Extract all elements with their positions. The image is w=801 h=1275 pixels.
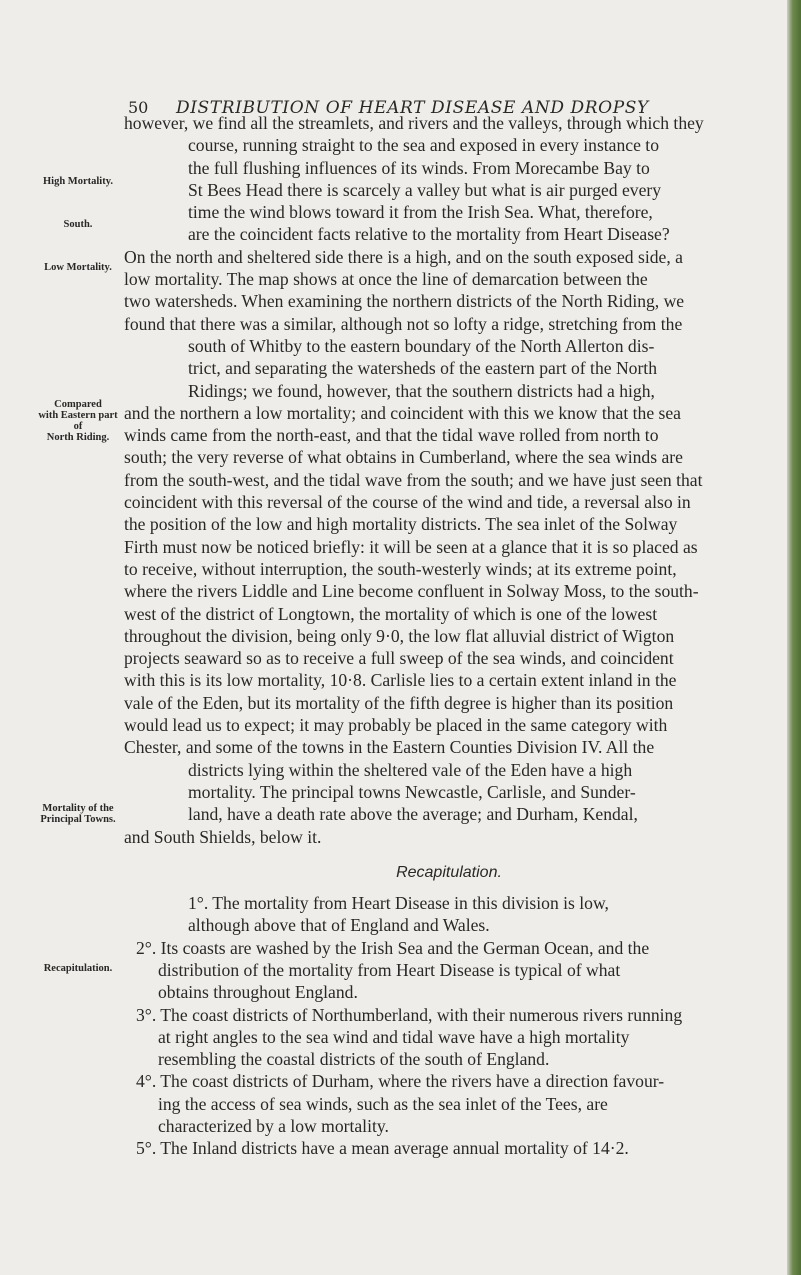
- text-line: coincident with this reversal of the course of the wind and tide, a reversal also in: [124, 492, 691, 513]
- text-line: although above that of England and Wales.: [188, 915, 490, 936]
- text-line: where the rivers Liddle and Line become confluent in Solway Moss, to the south-: [124, 581, 699, 602]
- margin-note-principal-towns: [38, 803, 118, 825]
- recap-item-1: [124, 892, 774, 937]
- text-line: time the wind blows toward it from the Irish Sea. What, therefore,: [188, 202, 653, 223]
- text-line: and the northern a low mortality; and coincident with this we know that the sea: [124, 402, 681, 423]
- text-line: found that there was a similar, although not so lofty a ridge, stretching from the: [124, 313, 683, 334]
- text-line: 5°. The Inland districts have a mean average annual mortality of 14·2.: [136, 1138, 629, 1159]
- text-line: are the coincident facts relative to the mortality from Heart Disease?: [188, 224, 670, 245]
- margin-note-line: with Eastern part of: [38, 410, 118, 432]
- text-line: On the north and sheltered side there is a high, and on the south exposed side, a: [124, 246, 683, 267]
- margin-note-line: North Riding.: [46, 432, 110, 443]
- text-line: 1°. The mortality from Heart Disease in this division is low,: [188, 893, 609, 914]
- text-line: mortality. The principal towns Newcastle, Carlisle, and Sunder-: [188, 781, 636, 802]
- text-line: throughout the division, being only 9·0, the low flat alluvial district of Wigton: [124, 625, 675, 646]
- text-line: and South Shields, below it.: [124, 826, 322, 847]
- text-line: course, running straight to the sea and exposed in every instance to: [188, 135, 659, 156]
- text-line: from the south-west, and the tidal wave from the south; and we have just seen that: [124, 469, 703, 490]
- text-line: however, we find all the streamlets, and rivers and the valleys, through which they: [124, 113, 704, 133]
- text-line: two watersheds. When examining the northern districts of the North Riding, we: [124, 291, 685, 312]
- margin-note-recapitulation: Recapitulation.: [43, 963, 113, 974]
- text-line: to receive, without interruption, the south-westerly winds; at its extreme point,: [124, 558, 677, 579]
- text-line: projects seaward so as to receive a full sweep of the sea winds, and coincident: [124, 648, 674, 669]
- text-line: Ridings; we found, however, that the southern districts had a high,: [188, 380, 655, 401]
- text-line: vale of the Eden, but its mortality of the fifth degree is higher than its position: [124, 692, 674, 713]
- text-line: trict, and separating the watersheds of the eastern part of the North: [188, 358, 657, 379]
- recap-item-5: [124, 1137, 774, 1159]
- text-line: at right angles to the sea wind and tidal wave have a high mortality: [158, 1026, 630, 1047]
- text-line: distribution of the mortality from Heart Disease is typical of what: [158, 959, 621, 980]
- running-title: DISTRIBUTION OF HEART DISEASE AND DROPSY: [176, 98, 649, 118]
- recapitulation-heading: Recapitulation.: [396, 863, 502, 881]
- text-line: characterized by a low mortality.: [158, 1116, 389, 1137]
- margin-note-line: Compared: [54, 399, 102, 410]
- text-line: low mortality. The map shows at once the line of demarcation between the: [124, 269, 648, 290]
- text-line: with this is its low mortality, 10·8. Carlisle lies to a certain extent inland in the: [124, 670, 677, 691]
- text-line: 4°. The coast districts of Durham, where the rivers have a direction favour-: [136, 1071, 665, 1092]
- text-line: west of the district of Longtown, the mortality of which is one of the lowest: [124, 603, 658, 624]
- text-line: districts lying within the sheltered vale of the Eden have a high: [188, 759, 633, 780]
- text-line: south of Whitby to the eastern boundary of the North Allerton dis-: [188, 335, 655, 356]
- recap-item-3: [124, 1004, 774, 1071]
- page-number: 50: [128, 98, 149, 117]
- margin-note-high-mortality: High Mortality.: [43, 176, 113, 187]
- text-line: the full flushing influences of its winds. From Morecambe Bay to: [188, 157, 650, 178]
- text-line: Firth must now be noticed briefly: it will be seen at a glance that it is so placed as: [124, 536, 698, 557]
- text-line: winds came from the north-east, and that the tidal wave rolled from north to: [124, 425, 659, 446]
- recap-item-2: [124, 937, 774, 1004]
- margin-note-line: Mortality of the: [42, 803, 114, 814]
- text-line: obtains throughout England.: [158, 982, 358, 1003]
- text-line: the position of the low and high mortality districts. The sea inlet of the Solway: [124, 514, 678, 535]
- margin-note-compared: [38, 399, 118, 443]
- text-line: would lead us to expect; it may probably be placed in the same category with: [124, 715, 668, 736]
- text-line: ing the access of sea winds, such as the sea inlet of the Tees, are: [158, 1093, 608, 1114]
- recap-item-4: [124, 1070, 774, 1137]
- page-edge: [787, 0, 801, 1275]
- text-line: 3°. The coast districts of Northumberland, with their numerous rivers running: [136, 1004, 683, 1025]
- text-line: south; the very reverse of what obtains in Cumberland, where the sea winds are: [124, 447, 683, 468]
- text-line: Chester, and some of the towns in the Eastern Counties Division IV. All the: [124, 737, 655, 758]
- text-line: St Bees Head there is scarcely a valley but what is air purged every: [188, 179, 662, 200]
- text-line: 2°. Its coasts are washed by the Irish Sea and the German Ocean, and the: [136, 937, 650, 958]
- margin-note-line: Principal Towns.: [40, 814, 116, 825]
- text-line: resembling the coastal districts of the south of England.: [158, 1049, 550, 1070]
- margin-note-low-mortality: Low Mortality.: [44, 262, 112, 273]
- text-line: land, have a death rate above the average; and Durham, Kendal,: [188, 804, 638, 825]
- body-text: [124, 112, 774, 1160]
- margin-note-south: South.: [63, 219, 93, 230]
